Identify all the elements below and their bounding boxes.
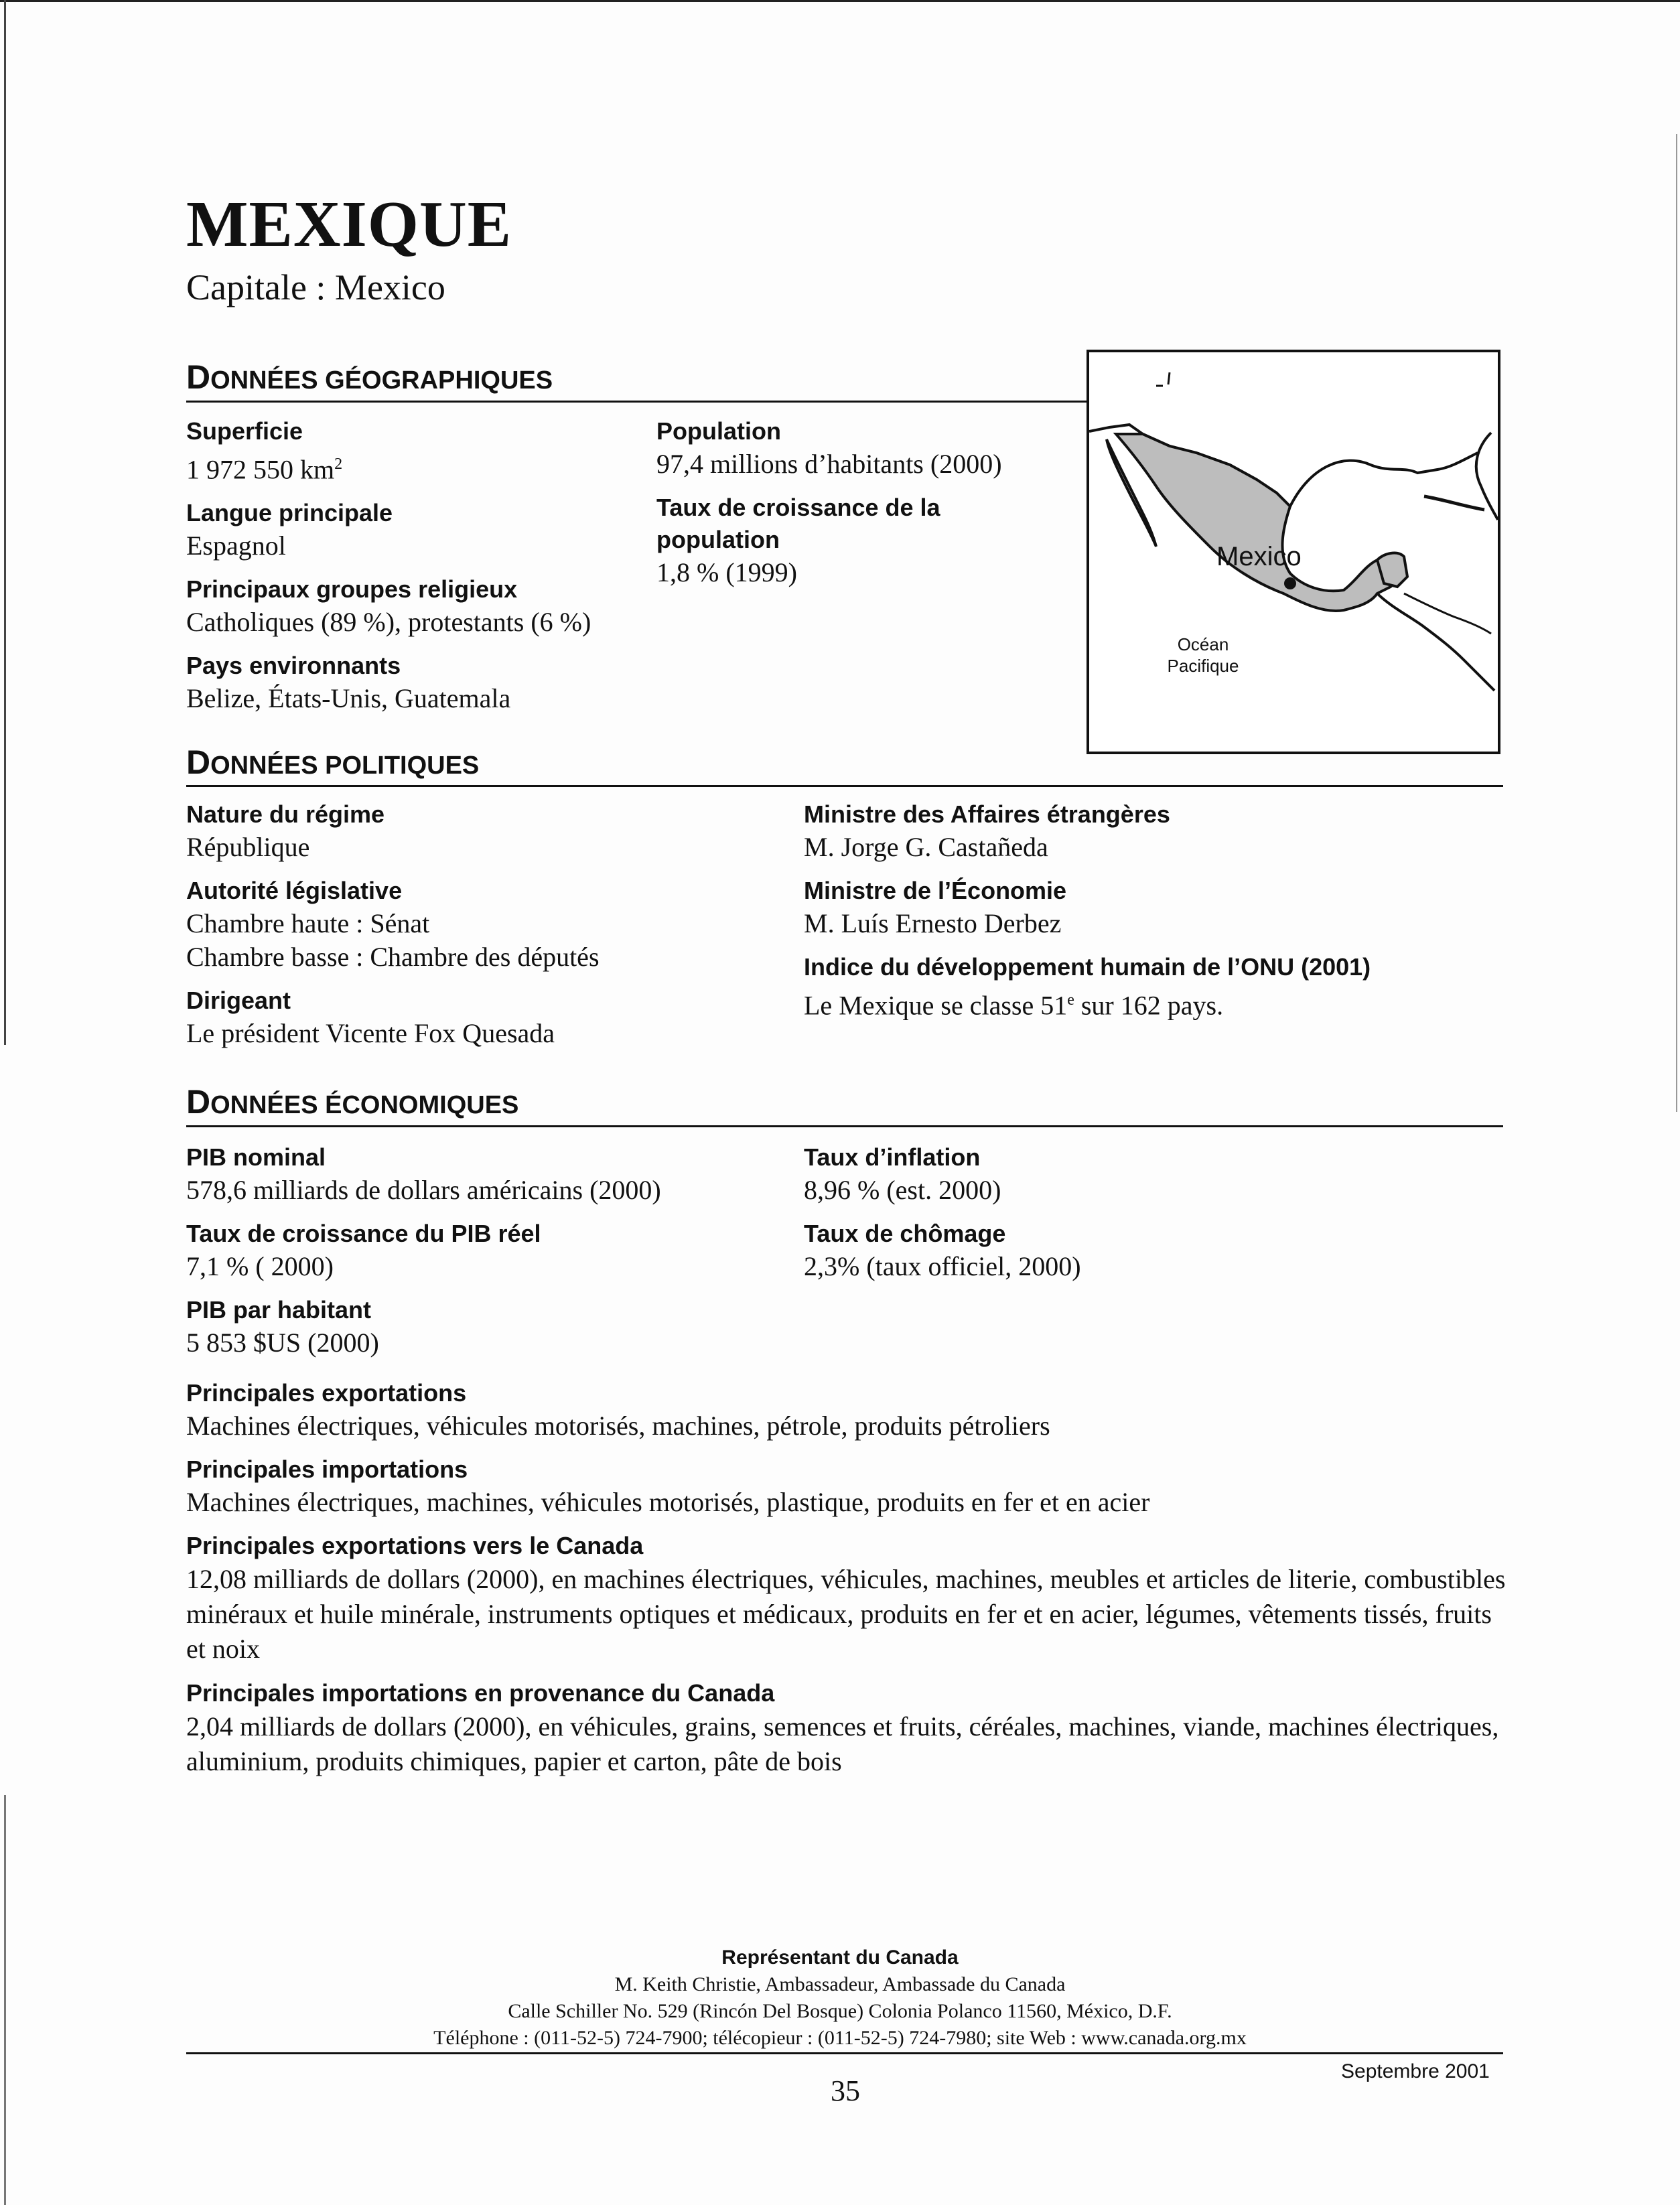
langue-value: Espagnol: [186, 530, 286, 561]
capital-dot: [1284, 577, 1296, 589]
map-of-mexico: [1087, 350, 1500, 754]
page-title: MEXIQUE: [186, 188, 512, 261]
imports-label: Principales importations: [186, 1455, 468, 1483]
chomage-label: Taux de chômage: [804, 1220, 1006, 1247]
page-number: 35: [831, 2074, 860, 2107]
exp-canada-label: Principales exportations vers le Canada: [186, 1532, 644, 1559]
ocean-label-line-2: Pacifique: [1167, 656, 1239, 676]
gulf-coast-north: [1290, 453, 1478, 506]
pib-habitant-value: 5 853 $US (2000): [186, 1328, 379, 1358]
croissance-pib-label: Taux de croissance du PIB réel: [186, 1220, 541, 1247]
population-label: Population: [656, 417, 781, 445]
economie-label: Ministre de l’Économie: [804, 877, 1067, 904]
footer-ambassador: M. Keith Christie, Ambassadeur, Ambassade du Canada: [614, 1973, 1066, 1995]
footer-contact: Téléphone : (011-52-5) 724-7900; télécopieur : (011-52-5) 724-7980; site Web : www.canada.org.mx: [433, 2027, 1247, 2049]
autorite-value-2: Chambre basse : Chambre des députés: [186, 942, 600, 972]
affaires-label: Ministre des Affaires étrangères: [804, 800, 1170, 828]
dirigeant-label: Dirigeant: [186, 987, 291, 1014]
autorite-value-1: Chambre haute : Sénat: [186, 908, 430, 938]
map-ocean-label: [1136, 634, 1270, 677]
publication-date: Septembre 2001: [1341, 2060, 1490, 2082]
regime-value: République: [186, 832, 310, 862]
pol-left-column: [186, 798, 600, 1050]
inflation-label: Taux d’inflation: [804, 1143, 981, 1171]
footer-address: Calle Schiller No. 529 (Rincón Del Bosque) Colonia Polanco 11560, México, D.F.: [508, 2000, 1172, 2022]
geo-right-column: [656, 415, 1002, 589]
section-heading-economy: DONNÉES ÉCONOMIQUES: [186, 1083, 519, 1121]
eco-right-column: [804, 1141, 1081, 1283]
section-rule-geography: [186, 401, 1088, 403]
dirigeant-value: Le président Vicente Fox Quesada: [186, 1018, 555, 1048]
pol-right-column: [804, 798, 1371, 1022]
population-value: 97,4 millions d’habitants (2000): [656, 449, 1002, 479]
eco-trade-block: [186, 1377, 1513, 1779]
croissance-pop-value: 1,8 % (1999): [656, 557, 797, 587]
croissance-pib-value: 7,1 % ( 2000): [186, 1251, 334, 1281]
pib-habitant-label: PIB par habitant: [186, 1296, 372, 1324]
section-rule-economy: [186, 1125, 1503, 1127]
idh-value: Le Mexique se classe 51e sur 162 pays.: [804, 990, 1224, 1021]
affaires-value: M. Jorge G. Castañeda: [804, 832, 1048, 862]
superficie-label: Superficie: [186, 417, 303, 445]
eco-left-column: [186, 1141, 661, 1360]
chomage-value: 2,3% (taux officiel, 2000): [804, 1251, 1081, 1281]
pib-value: 578,6 milliards de dollars américains (2000): [186, 1175, 661, 1205]
idh-label: Indice du développement humain de l’ONU (2001): [804, 953, 1371, 981]
map-city-label: Mexico: [1216, 542, 1302, 571]
exports-value: Machines électriques, véhicules motorisés, machines, pétrole, produits pétroliers: [186, 1411, 1050, 1441]
imports-value: Machines électriques, machines, véhicules motorisés, plastique, produits en fer et en acier: [186, 1487, 1150, 1517]
footer-rule: [186, 2052, 1503, 2054]
regime-label: Nature du régime: [186, 800, 385, 828]
autorite-label: Autorité législative: [186, 877, 403, 904]
croissance-pop-label-1: Taux de croissance de la: [656, 494, 940, 521]
cuba-island: [1424, 496, 1484, 510]
section-heading-geography: DONNÉES GÉOGRAPHIQUES: [186, 358, 553, 396]
imp-canada-value: 2,04 milliards de dollars (2000), en véhicules, grains, semences et fruits, céréales, machines, viande, machines électriques, aluminium, produits chimiques, papier et carton, pâte de bois: [186, 1711, 1499, 1776]
pays-label: Pays environnants: [186, 652, 401, 680]
map-speck-marks: [1156, 372, 1170, 386]
inflation-value: 8,96 % (est. 2000): [804, 1175, 1001, 1205]
superficie-value: 1 972 550 $km^2$: [186, 454, 343, 485]
right-border-line: [1676, 134, 1677, 1112]
page-subtitle: Capitale : Mexico: [186, 267, 445, 307]
langue-label: Langue principale: [186, 499, 393, 527]
economie-value: M. Luís Ernesto Derbez: [804, 908, 1062, 938]
geo-left-column: [186, 415, 591, 715]
exp-canada-value: 12,08 milliards de dollars (2000), en machines électriques, véhicules, machines, meubles et articles de literie, combustibles minéraux et huile minérale, instruments optiques et médicaux, produits en fer et en acier, légumes, vêtements tissés, fruits et noix: [186, 1564, 1506, 1664]
central-america-coast-2: [1404, 593, 1491, 634]
top-border-line: [0, 0, 1680, 2]
florida-coast: [1476, 433, 1498, 520]
croissance-pop-label-2: population: [656, 526, 780, 553]
exports-label: Principales exportations: [186, 1379, 467, 1407]
pib-label: PIB nominal: [186, 1143, 326, 1171]
religion-value: Catholiques (89 %), protestants (6 %): [186, 607, 591, 638]
ocean-label-line-1: Océan: [1177, 634, 1229, 654]
imp-canada-label: Principales importations en provenance du Canada: [186, 1679, 775, 1707]
left-border-line: [4, 0, 6, 1045]
religion-label: Principaux groupes religieux: [186, 575, 518, 603]
footer-heading: Représentant du Canada: [721, 1946, 959, 1969]
section-rule-politics: [186, 785, 1503, 787]
pays-value: Belize, États-Unis, Guatemala: [186, 683, 511, 714]
map-drawing: [1089, 352, 1498, 752]
section-heading-politics: DONNÉES POLITIQUES: [186, 743, 480, 781]
